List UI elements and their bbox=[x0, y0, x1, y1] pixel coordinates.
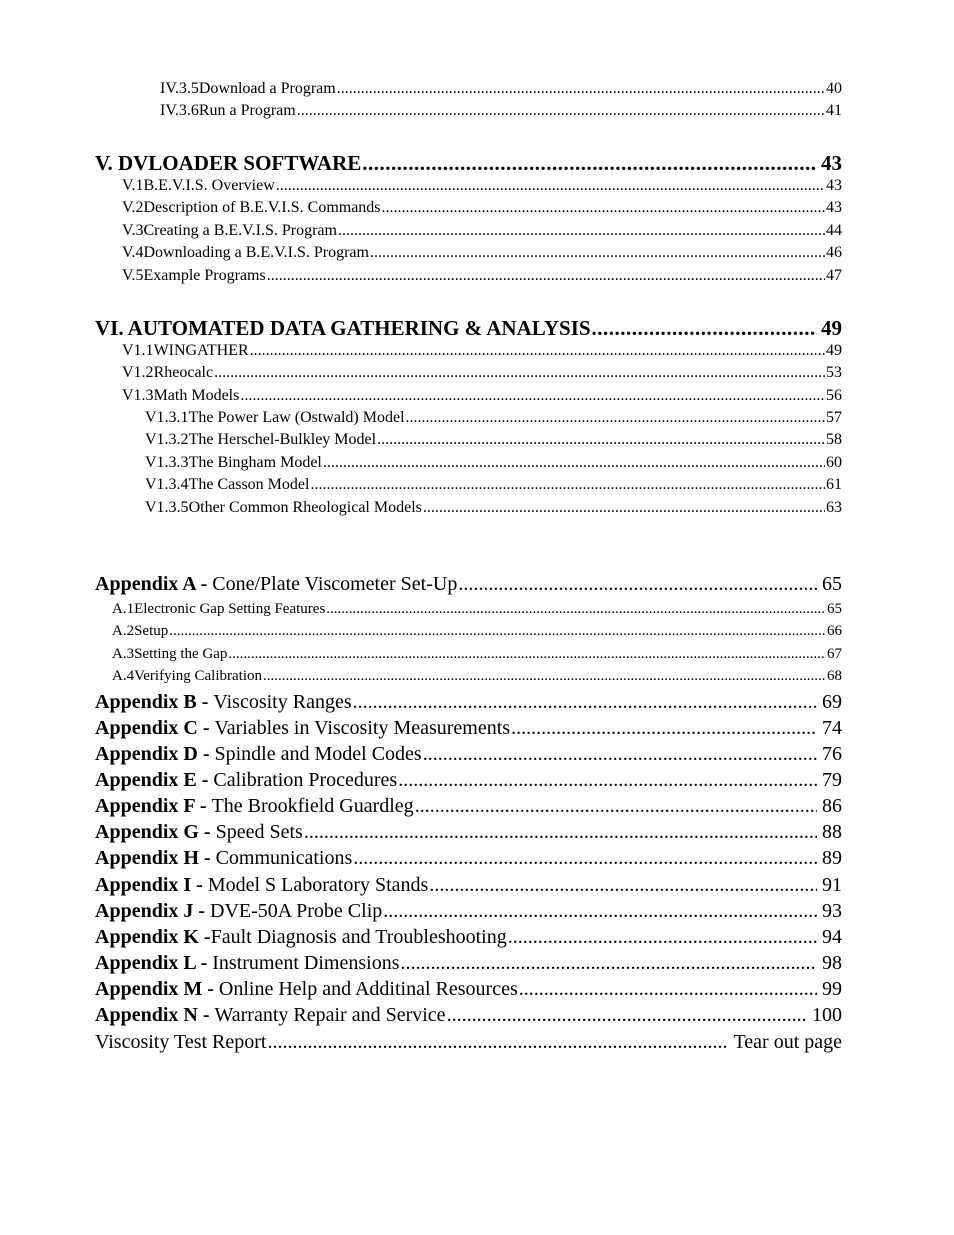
toc-entry-page-number: 65 bbox=[822, 573, 842, 595]
dot-leader bbox=[370, 244, 825, 262]
toc-entry-title: Appendix C - Variables in Viscosity Measurements bbox=[95, 717, 511, 739]
toc-entry-label: Appendix G - bbox=[95, 821, 216, 843]
toc-entry[interactable] bbox=[95, 900, 842, 923]
dot-leader bbox=[276, 177, 825, 195]
toc-entry-page-number: 98 bbox=[822, 952, 842, 974]
toc-entry-label: Appendix F - bbox=[95, 795, 212, 817]
toc-entry-title: Appendix M - Online Help and Additinal Resources bbox=[95, 978, 518, 1000]
toc-entry-title: Setting the Gap bbox=[134, 646, 228, 662]
toc-entry-title: Appendix J - DVE-50A Probe Clip bbox=[95, 900, 383, 922]
toc-entry-title: The Herschel-Bulkley Model bbox=[188, 431, 377, 448]
toc-entry[interactable] bbox=[95, 573, 842, 596]
toc-entry-title: Appendix F - The Brookfield Guardleg bbox=[95, 795, 414, 817]
toc-entry[interactable] bbox=[95, 1031, 842, 1054]
toc-entry-label: Appendix I - bbox=[95, 874, 208, 896]
toc-entry-title: Downloading a B.E.V.I.S. Program bbox=[143, 244, 369, 261]
toc-entry-label: Appendix J - bbox=[95, 900, 211, 922]
toc-entry[interactable] bbox=[95, 978, 842, 1001]
toc-entry-title: The Casson Model bbox=[188, 476, 310, 493]
dot-leader bbox=[353, 847, 817, 870]
toc-entry-number: A.3 bbox=[112, 646, 135, 662]
toc-entry-page-number: 43 bbox=[826, 199, 842, 216]
toc-entry-page-number: 41 bbox=[826, 102, 842, 119]
toc-entry[interactable] bbox=[95, 691, 842, 714]
toc-entry-page-number: 60 bbox=[826, 454, 842, 471]
toc-entry-number: A.1 bbox=[112, 601, 135, 617]
dot-leader bbox=[310, 476, 825, 494]
toc-entry-page-number: 67 bbox=[827, 646, 842, 662]
toc-entry[interactable] bbox=[95, 874, 842, 897]
toc-entry-title: Appendix E - Calibration Procedures bbox=[95, 769, 398, 791]
toc-entry-page-number: 57 bbox=[826, 409, 842, 426]
toc-entry-number: V1.2 bbox=[122, 364, 154, 381]
toc-entry[interactable] bbox=[145, 499, 842, 517]
toc-entry[interactable] bbox=[95, 769, 842, 792]
toc-entry[interactable] bbox=[95, 795, 842, 818]
toc-entry-number: V.3 bbox=[122, 222, 144, 239]
toc-entry[interactable] bbox=[122, 177, 842, 195]
dot-leader bbox=[304, 821, 817, 844]
dot-leader bbox=[400, 952, 817, 975]
dot-leader bbox=[228, 646, 826, 663]
toc-entry[interactable] bbox=[95, 151, 842, 176]
toc-entry-label: Appendix L - bbox=[95, 952, 213, 974]
toc-entry-label: Appendix K - bbox=[95, 926, 211, 948]
toc-entry-title: Appendix H - Communications bbox=[95, 847, 353, 869]
dot-leader bbox=[383, 900, 817, 923]
dot-leader bbox=[423, 499, 825, 517]
dot-leader bbox=[240, 387, 825, 405]
toc-entry[interactable] bbox=[112, 601, 842, 618]
dot-leader bbox=[377, 431, 825, 449]
toc-entry[interactable] bbox=[145, 409, 842, 427]
dot-leader bbox=[267, 267, 825, 285]
dot-leader bbox=[263, 668, 826, 685]
toc-entry[interactable] bbox=[122, 364, 842, 382]
dot-leader bbox=[338, 222, 825, 240]
toc-entry[interactable] bbox=[112, 668, 842, 685]
toc-entry-title: Run a Program bbox=[198, 102, 296, 119]
dot-leader bbox=[447, 1004, 807, 1027]
dot-leader bbox=[323, 454, 825, 472]
toc-entry-label: Appendix B - bbox=[95, 691, 214, 713]
toc-entry-page-number: 69 bbox=[822, 691, 842, 713]
toc-entry-title: Example Programs bbox=[143, 267, 266, 284]
toc-entry-page-number: 79 bbox=[822, 769, 842, 791]
toc-entry-title: Appendix I - Model S Laboratory Stands bbox=[95, 874, 429, 896]
toc-entry-page-number: 43 bbox=[826, 177, 842, 194]
toc-entry[interactable] bbox=[95, 847, 842, 870]
toc-entry-title: Appendix A - Cone/Plate Viscometer Set-Up bbox=[95, 573, 458, 595]
toc-entry-page-number: 44 bbox=[826, 222, 842, 239]
toc-entry-page-number: 99 bbox=[822, 978, 842, 1000]
toc-entry-title: Appendix B - Viscosity Ranges bbox=[95, 691, 352, 713]
toc-entry-page-number: 40 bbox=[826, 80, 842, 97]
toc-entry-page-number: 56 bbox=[826, 387, 842, 404]
dot-leader bbox=[297, 102, 825, 120]
toc-entry-page-number: Tear out page bbox=[733, 1031, 842, 1053]
toc-entry[interactable] bbox=[160, 102, 842, 120]
toc-entry-number: V.2 bbox=[122, 199, 144, 216]
toc-entry[interactable] bbox=[122, 387, 842, 405]
toc-entry[interactable] bbox=[122, 267, 842, 285]
toc-entry-title: WINGATHER bbox=[153, 342, 249, 359]
toc-entry-page-number: 76 bbox=[822, 743, 842, 765]
toc-entry-label: Appendix D - bbox=[95, 743, 215, 765]
toc-entry-title: Electronic Gap Setting Features bbox=[134, 601, 326, 617]
toc-entry[interactable] bbox=[95, 821, 842, 844]
toc-entry-title: Other Common Rheological Models bbox=[188, 499, 422, 516]
toc-entry-label: Appendix E - bbox=[95, 769, 214, 791]
dot-leader bbox=[382, 199, 825, 217]
toc-entry-number: V1.3.4 bbox=[145, 476, 189, 493]
toc-entry-title: Appendix D - Spindle and Model Codes bbox=[95, 743, 422, 765]
toc-entry-title: Appendix L - Instrument Dimensions bbox=[95, 952, 400, 974]
toc-entry-title: Viscosity Test Report bbox=[95, 1031, 267, 1053]
toc-entry-number: V1.3.5 bbox=[145, 499, 189, 516]
toc-entry[interactable] bbox=[160, 80, 842, 98]
toc-entry-page-number: 43 bbox=[821, 151, 842, 175]
toc-entry-number: V.4 bbox=[122, 244, 144, 261]
toc-entry-page-number: 61 bbox=[826, 476, 842, 493]
toc-entry[interactable] bbox=[122, 244, 842, 262]
toc-entry-title: Setup bbox=[134, 623, 169, 639]
toc-entry-title: Rheocalc bbox=[153, 364, 214, 381]
toc-entry-page-number: 46 bbox=[826, 244, 842, 261]
toc-entry-number: A.4 bbox=[112, 668, 135, 684]
toc-entry-number: V1.1 bbox=[122, 342, 154, 359]
toc-entry[interactable] bbox=[122, 222, 842, 240]
dot-leader bbox=[267, 1031, 728, 1054]
dot-leader bbox=[362, 151, 817, 176]
toc-entry-page-number: 66 bbox=[827, 623, 842, 639]
dot-leader bbox=[423, 743, 817, 766]
dot-leader bbox=[250, 342, 825, 360]
toc-entry[interactable] bbox=[122, 342, 842, 360]
toc-entry-title: Appendix N - Warranty Repair and Service bbox=[95, 1004, 446, 1026]
dot-leader bbox=[458, 573, 817, 596]
toc-entry-label: Appendix H - bbox=[95, 847, 216, 869]
toc-entry-number: A.2 bbox=[112, 623, 135, 639]
toc-entry-number: IV.3.6 bbox=[160, 102, 199, 119]
toc-entry-page-number: 100 bbox=[812, 1004, 842, 1026]
toc-entry-title: Creating a B.E.V.I.S. Program bbox=[143, 222, 337, 239]
toc-entry-page-number: 53 bbox=[826, 364, 842, 381]
toc-entry-title: The Bingham Model bbox=[188, 454, 322, 471]
toc-entry-number: IV.3.5 bbox=[160, 80, 199, 97]
toc-entry-title: Math Models bbox=[153, 387, 240, 404]
toc-entry[interactable] bbox=[145, 454, 842, 472]
toc-entry-title: The Power Law (Ostwald) Model bbox=[188, 409, 405, 426]
toc-entry[interactable] bbox=[95, 316, 842, 341]
toc-entry-label: Appendix C - bbox=[95, 717, 215, 739]
toc-entry-page-number: 47 bbox=[826, 267, 842, 284]
dot-leader bbox=[326, 601, 826, 618]
toc-entry[interactable] bbox=[95, 952, 842, 975]
toc-entry-number: V1.3.1 bbox=[145, 409, 189, 426]
toc-entry-number: V.1 bbox=[122, 177, 144, 194]
toc-entry-page-number: 65 bbox=[827, 601, 842, 617]
dot-leader bbox=[337, 80, 825, 98]
toc-entry-title: B.E.V.I.S. Overview bbox=[143, 177, 275, 194]
toc-entry-title: Appendix K -Fault Diagnosis and Troubleshooting bbox=[95, 926, 507, 948]
toc-entry-label: V. DVLOADER SOFTWARE bbox=[95, 151, 362, 175]
toc-entry-page-number: 63 bbox=[826, 499, 842, 516]
toc-entry[interactable] bbox=[145, 431, 842, 449]
toc-entry-label: Appendix A - bbox=[95, 573, 213, 595]
toc-entry-page-number: 74 bbox=[822, 717, 842, 739]
dot-leader bbox=[519, 978, 817, 1001]
dot-leader bbox=[511, 717, 817, 740]
toc-entry[interactable] bbox=[95, 743, 842, 766]
toc-entry-title: Download a Program bbox=[198, 80, 336, 97]
toc-entry-label: Appendix N - bbox=[95, 1004, 215, 1026]
toc-entry-page-number: 49 bbox=[826, 342, 842, 359]
toc-entry[interactable] bbox=[95, 1004, 842, 1027]
toc-entry[interactable] bbox=[112, 646, 842, 663]
dot-leader bbox=[169, 623, 826, 640]
dot-leader bbox=[214, 364, 825, 382]
dot-leader bbox=[398, 769, 817, 792]
toc-entry-page-number: 86 bbox=[822, 795, 842, 817]
toc-entry-number: V.5 bbox=[122, 267, 144, 284]
toc-entry-page-number: 88 bbox=[822, 821, 842, 843]
toc-entry-title: Appendix G - Speed Sets bbox=[95, 821, 303, 843]
toc-entry[interactable] bbox=[95, 717, 842, 740]
dot-leader bbox=[429, 874, 817, 897]
dot-leader bbox=[415, 795, 817, 818]
toc-entry-page-number: 68 bbox=[827, 668, 842, 684]
dot-leader bbox=[592, 316, 817, 341]
toc-entry-number: V1.3 bbox=[122, 387, 154, 404]
toc-entry-page-number: 58 bbox=[826, 431, 842, 448]
toc-entry-page-number: 91 bbox=[822, 874, 842, 896]
toc-entry-title: Description of B.E.V.I.S. Commands bbox=[143, 199, 381, 216]
toc-entry[interactable] bbox=[95, 926, 842, 949]
toc-entry-label: Appendix M - bbox=[95, 978, 219, 1000]
dot-leader bbox=[406, 409, 825, 427]
toc-entry[interactable] bbox=[112, 623, 842, 640]
toc-entry-label: VI. AUTOMATED DATA GATHERING & ANALYSIS bbox=[95, 316, 591, 340]
toc-entry[interactable] bbox=[122, 199, 842, 217]
toc-entry[interactable] bbox=[145, 476, 842, 494]
toc-entry-number: V1.3.3 bbox=[145, 454, 189, 471]
toc-entry-title: Verifying Calibration bbox=[134, 668, 262, 684]
dot-leader bbox=[508, 926, 817, 949]
toc-entry-page-number: 94 bbox=[822, 926, 842, 948]
toc-entry-page-number: 89 bbox=[822, 847, 842, 869]
toc-entry-title bbox=[95, 151, 362, 176]
toc-entry-title bbox=[95, 316, 592, 341]
toc-entry-number: V1.3.2 bbox=[145, 431, 189, 448]
toc-entry-page-number: 49 bbox=[821, 316, 842, 340]
dot-leader bbox=[353, 691, 817, 714]
toc-entry-page-number: 93 bbox=[822, 900, 842, 922]
